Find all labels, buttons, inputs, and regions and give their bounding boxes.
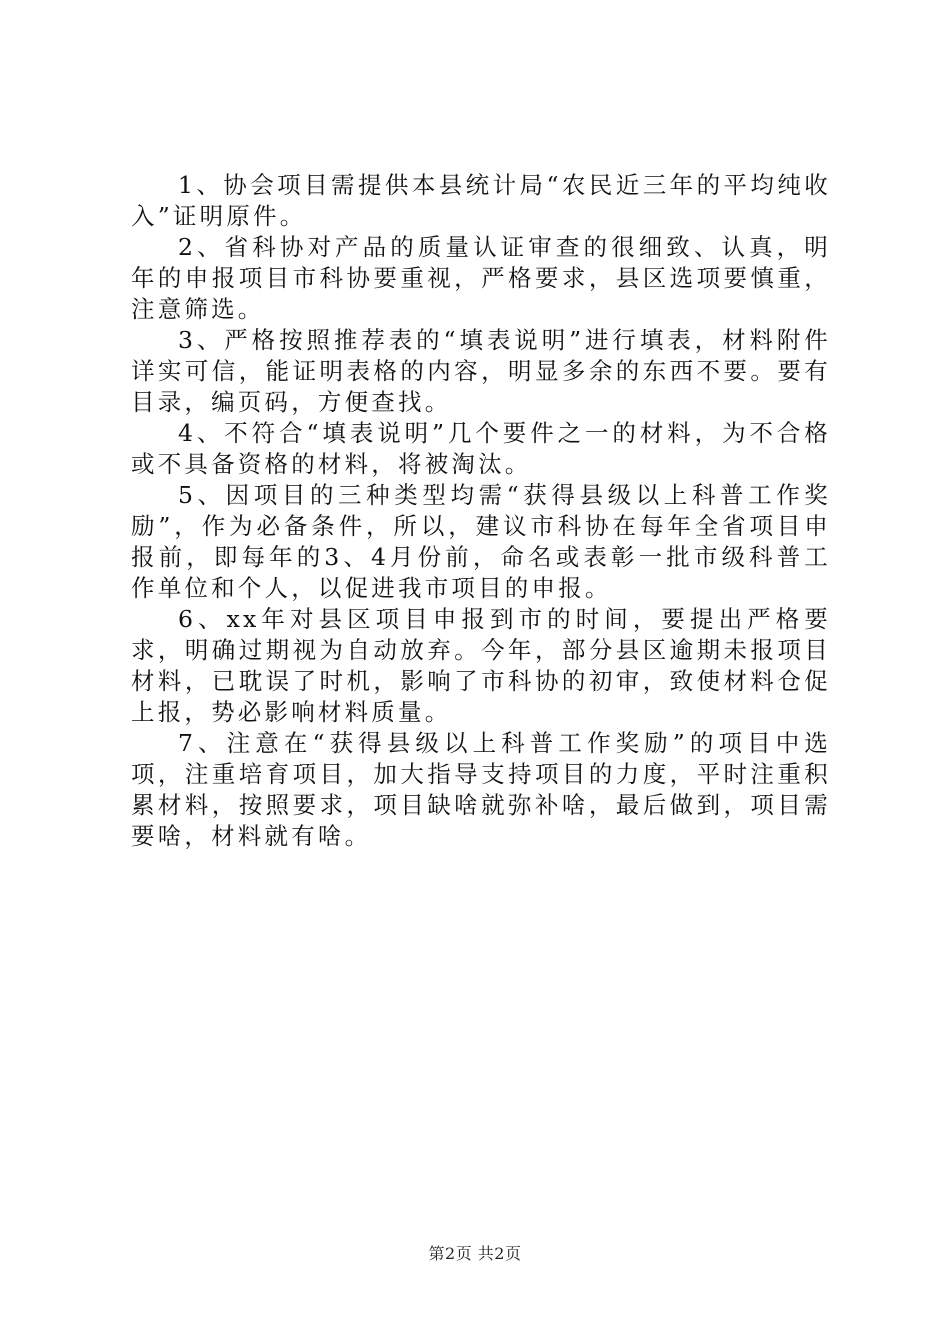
page-footer <box>0 1244 950 1264</box>
paragraph-5: 5、因项目的三种类型均需“获得县级以上科普工作奖励”，作为必备条件，所以，建议市科协在每年全省项目申报前，即每年的3、4月份前，命名或表彰一批市级科普工作单位和个人，以促进我市项目的申报。 <box>131 481 831 602</box>
paragraph-2: 2、省科协对产品的质量认证审查的很细致、认真，明年的申报项目市科协要重视，严格要求，县区选项要慎重，注意筛选。 <box>131 233 831 323</box>
page-number-label: 第2页 共2页 <box>428 1244 522 1263</box>
paragraph-6: 6、xx年对县区项目申报到市的时间，要提出严格要求，明确过期视为自动放弃。今年，部分县区逾期未报项目材料，已耽误了时机，影响了市科协的初审，致使材料仓促上报，势必影响材料质量。 <box>131 605 831 726</box>
paragraph-3: 3、严格按照推荐表的“填表说明”进行填表，材料附件详实可信，能证明表格的内容，明显多余的东西不要。要有目录，编页码，方便查找。 <box>131 326 831 416</box>
document-body <box>131 170 831 852</box>
paragraph-1: 1、协会项目需提供本县统计局“农民近三年的平均纯收入”证明原件。 <box>131 171 831 230</box>
paragraph-7: 7、注意在“获得县级以上科普工作奖励”的项目中选项，注重培育项目，加大指导支持项目的力度，平时注重积累材料，按照要求，项目缺啥就弥补啥，最后做到，项目需要啥，材料就有啥。 <box>131 729 831 850</box>
paragraph-4: 4、不符合“填表说明”几个要件之一的材料，为不合格或不具备资格的材料，将被淘汰。 <box>131 419 831 478</box>
